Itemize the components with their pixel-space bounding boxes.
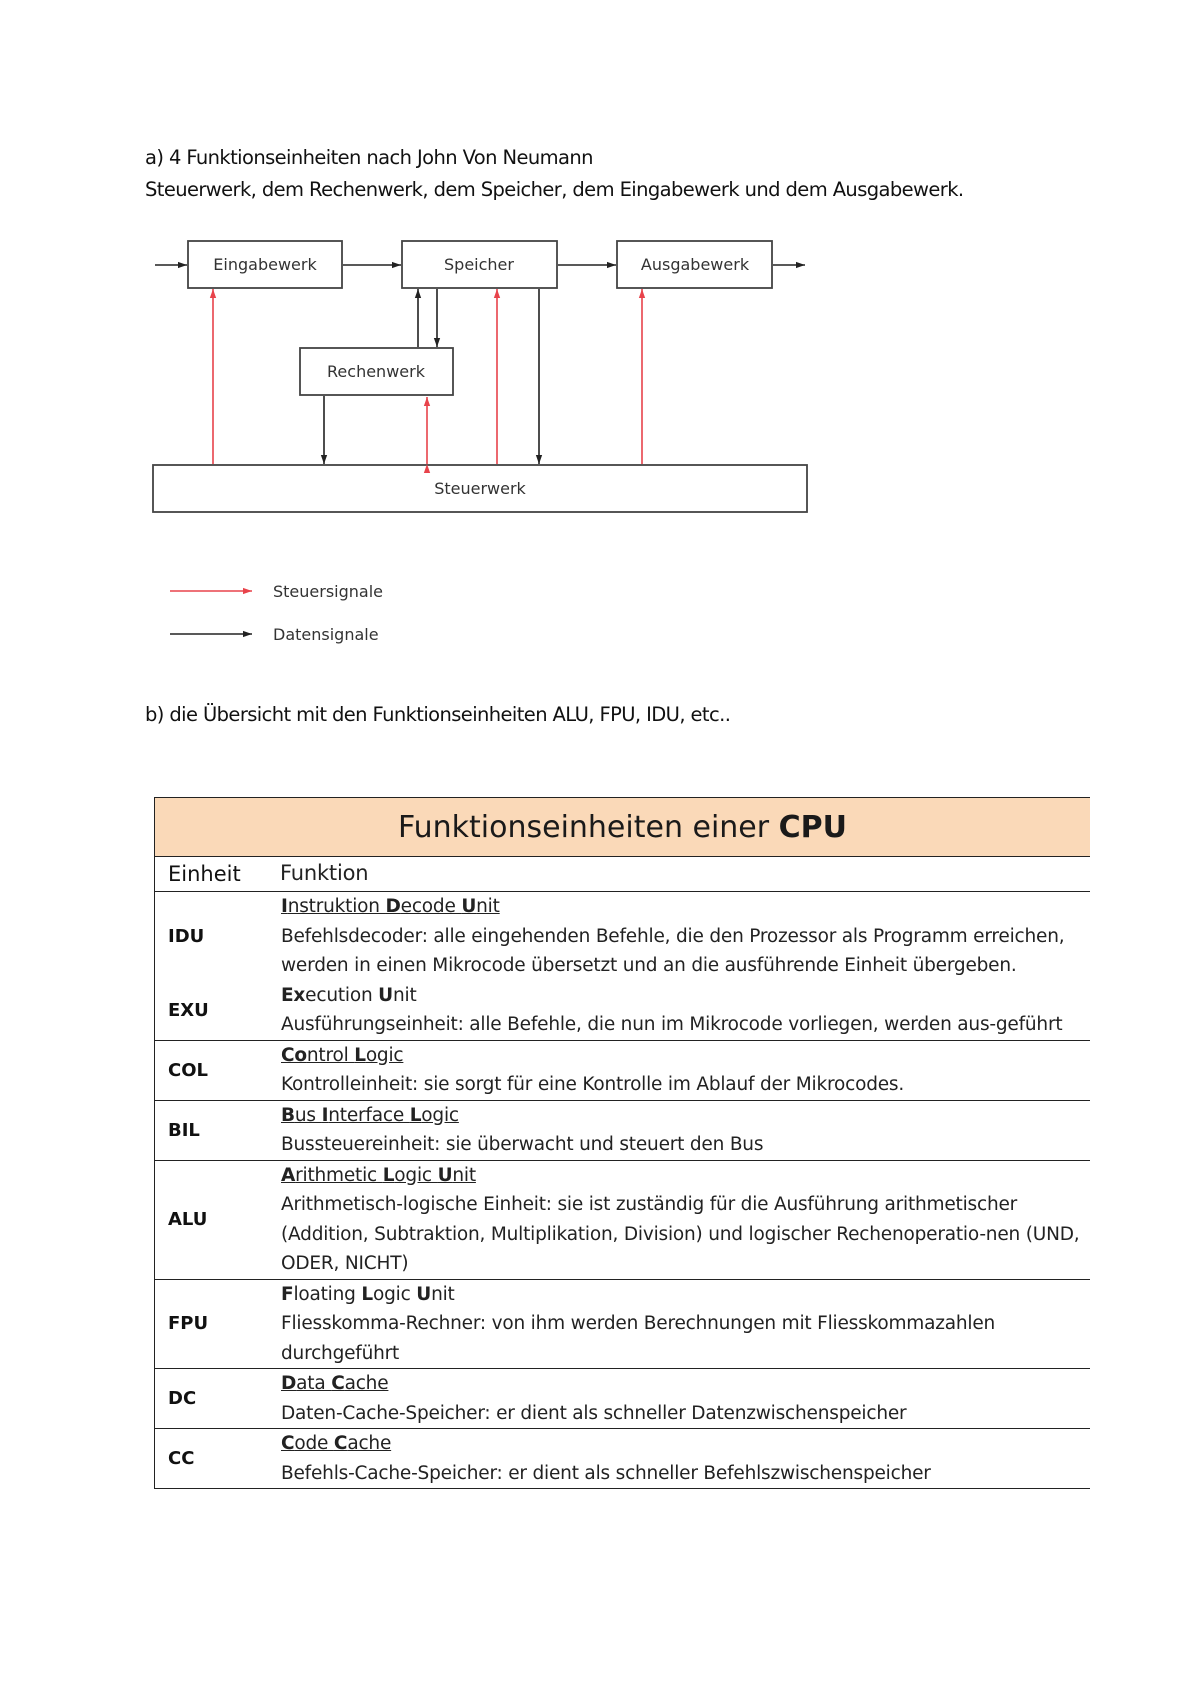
unit-full-name xyxy=(281,981,1090,1011)
unit-function xyxy=(280,1429,1090,1489)
unit-name-initial: C xyxy=(331,1373,345,1394)
unit-name-rest: ogic xyxy=(394,1164,438,1186)
unit-name-rest: nstruktion xyxy=(287,896,386,917)
unit-description: Arithmetisch-logische Einheit: sie ist zuständig für die Ausführung arithmetischer (Addition, Subtraktion, Multiplikation, Division) und logischer Rechenoperatio-nen (UND, ODER, NICHT) xyxy=(281,1194,1080,1274)
unit-name-initial: L xyxy=(382,1164,395,1186)
unit-name-rest: nterface xyxy=(328,1104,410,1126)
col-header-function: Funktion xyxy=(280,857,1090,892)
col-header-unit: Einheit xyxy=(155,857,281,892)
steuerwerk-label: Steuerwerk xyxy=(434,479,526,498)
unit-function xyxy=(280,892,1090,981)
section-b-title: b) die Übersicht mit den Funktionseinheiten ALU, FPU, IDU, etc.. xyxy=(145,703,731,726)
von-neumann-diagram xyxy=(0,0,1200,680)
table-title xyxy=(155,798,1091,857)
unit-description: Kontrolleinheit: sie sorgt für eine Kontrolle im Ablauf der Mikrocodes. xyxy=(281,1074,905,1095)
table-title-bold: CPU xyxy=(778,809,847,845)
unit-name-rest: ode xyxy=(294,1433,334,1454)
unit-function xyxy=(280,1279,1090,1369)
unit-name-initial: A xyxy=(281,1164,296,1186)
unit-function xyxy=(280,1040,1090,1100)
unit-name-rest: nit xyxy=(452,1164,476,1186)
unit-name-initial: Ex xyxy=(281,984,306,1006)
unit-description: Befehlsdecoder: alle eingehenden Befehle, die den Prozessor als Programm erreichen, werden in einen Mikrocode übersetzt und an die ausführende Einheit übergeben. xyxy=(281,925,1065,976)
unit-name-rest: nit xyxy=(393,984,417,1006)
unit-name-rest: us xyxy=(294,1104,322,1126)
unit-name-rest: nit xyxy=(476,896,500,917)
unit-name-initial: C xyxy=(281,1433,295,1454)
unit-full-name xyxy=(281,1101,1090,1131)
unit-description: Daten-Cache-Speicher: er dient als schneller Datenzwischenspeicher xyxy=(281,1402,907,1424)
unit-name-initial: U xyxy=(437,1164,453,1186)
legend-control-label: Steuersignale xyxy=(273,582,384,601)
unit-full-name xyxy=(281,1041,1090,1071)
unit-name-rest: ntrol xyxy=(306,1044,355,1066)
unit-function xyxy=(280,981,1090,1041)
unit-abbr: FPU xyxy=(155,1279,281,1369)
unit-name-rest: rithmetic xyxy=(295,1164,383,1186)
table-row xyxy=(155,1100,1091,1160)
table-title-normal: Funktionseinheiten einer xyxy=(398,809,779,845)
unit-name-rest: nit xyxy=(431,1283,455,1305)
unit-name-initial: U xyxy=(461,896,477,917)
unit-name-rest: ache xyxy=(347,1433,392,1454)
unit-name-initial: D xyxy=(385,896,401,917)
unit-description: Bussteuereinheit: sie überwacht und steuert den Bus xyxy=(281,1134,764,1155)
unit-name-initial: I xyxy=(321,1104,329,1126)
unit-name-rest: ata xyxy=(296,1373,332,1394)
unit-name-initial: D xyxy=(281,1373,297,1394)
unit-full-name xyxy=(281,1161,1090,1191)
unit-name-initial: L xyxy=(354,1044,366,1066)
unit-name-initial: B xyxy=(281,1104,295,1126)
unit-name-initial: C xyxy=(333,1433,348,1454)
unit-full-name xyxy=(281,1369,1090,1399)
unit-name-rest: ogic xyxy=(372,1283,417,1305)
table-row xyxy=(155,1160,1091,1279)
unit-function xyxy=(280,1160,1090,1279)
table-title-row xyxy=(155,798,1091,857)
unit-name-initial: F xyxy=(281,1283,294,1305)
cpu-units-table xyxy=(154,797,1090,1489)
unit-name-initial: L xyxy=(361,1283,373,1305)
unit-function xyxy=(280,1100,1090,1160)
unit-function xyxy=(280,1369,1090,1429)
unit-name-rest: ache xyxy=(344,1373,389,1394)
table-row xyxy=(155,892,1091,981)
unit-abbr: CC xyxy=(155,1429,281,1489)
eingabewerk-label: Eingabewerk xyxy=(213,255,317,274)
unit-abbr: BIL xyxy=(155,1100,281,1160)
unit-name-rest: ecution xyxy=(305,984,379,1006)
unit-abbr: DC xyxy=(155,1369,281,1429)
unit-description: Ausführungseinheit: alle Befehle, die nun im Mikrocode vorliegen, werden aus-geführt xyxy=(281,1014,1063,1035)
unit-name-rest: ecode xyxy=(400,896,462,917)
unit-name-initial: I xyxy=(281,896,288,917)
section-a-title: a) 4 Funktionseinheiten nach John Von Neumann xyxy=(145,146,593,169)
ausgabewerk-label: Ausgabewerk xyxy=(640,255,750,274)
unit-full-name xyxy=(281,1280,1090,1310)
unit-abbr: EXU xyxy=(155,981,281,1041)
unit-abbr: ALU xyxy=(155,1160,281,1279)
unit-name-rest: ogic xyxy=(365,1044,404,1066)
unit-full-name xyxy=(281,892,1090,922)
section-a-text: Steuerwerk, dem Rechenwerk, dem Speicher, dem Eingabewerk und dem Ausgabewerk. xyxy=(145,178,964,201)
unit-abbr: COL xyxy=(155,1040,281,1100)
table-row xyxy=(155,1279,1091,1369)
table-header-row xyxy=(155,857,1091,892)
table-row xyxy=(155,1429,1091,1489)
unit-name-initial: U xyxy=(378,984,393,1006)
table-row xyxy=(155,1369,1091,1429)
unit-abbr: IDU xyxy=(155,892,281,981)
unit-name-initial: Co xyxy=(281,1044,307,1066)
speicher-label: Speicher xyxy=(444,255,514,274)
table-row xyxy=(155,1040,1091,1100)
unit-description: Fliesskomma-Rechner: von ihm werden Berechnungen mit Fliesskommazahlen durchgeführt xyxy=(281,1313,996,1364)
rechenwerk-label: Rechenwerk xyxy=(327,362,425,381)
unit-name-initial: L xyxy=(409,1104,422,1126)
unit-description: Befehls-Cache-Speicher: er dient als schneller Befehlszwischenspeicher xyxy=(281,1462,931,1484)
unit-name-rest: loating xyxy=(293,1283,362,1305)
unit-name-rest: ogic xyxy=(421,1104,459,1126)
legend-data-label: Datensignale xyxy=(273,625,379,644)
unit-full-name xyxy=(281,1429,1090,1459)
unit-name-initial: U xyxy=(416,1283,432,1305)
table-row xyxy=(155,981,1091,1041)
